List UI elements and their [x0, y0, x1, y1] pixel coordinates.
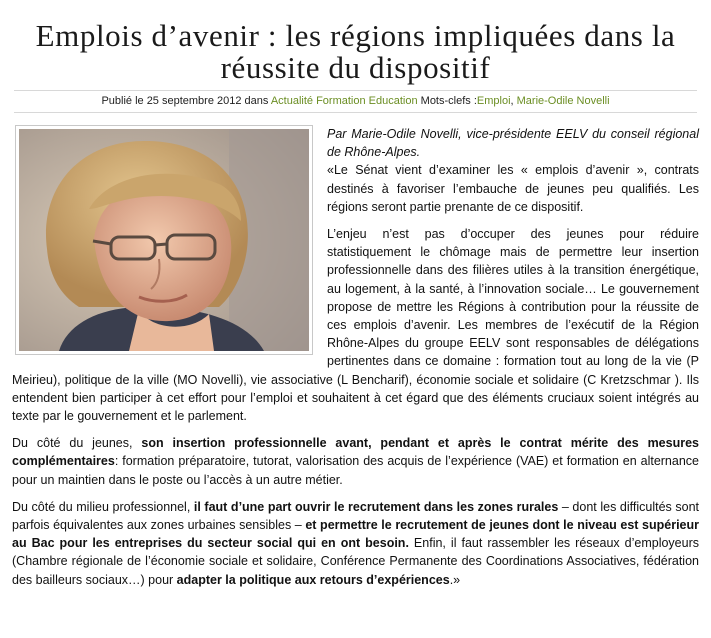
paragraph-4: Du côté du milieu professionnel, il faut d’une part ouvrir le recrutement dans les zones rurales – dont les difficultés sont parfois équivalentes aux zones urbaines sensibles – et permettre le recrutement de jeunes dont le niveau est supérieur au Bac pour les entreprises du secteur social qui en ont besoin. Enfin, il faut rassembler les réseaux d’employeurs (Chambre régionale de l’économie sociale et solidaire, Conférence Permanente des Coordinations Associatives, fédération des bailleurs sociaux…) pour adapter la politique aux retours d’expériences.»: [12, 499, 699, 587]
tag-link-novelli[interactable]: Marie-Odile Novelli: [516, 95, 610, 107]
divider-bottom: [14, 112, 697, 113]
emphasis-text: son insertion professionnelle avant, pendant et après le contrat mérite des mesures complémentaires: [12, 436, 699, 469]
article-title: Emplois d’avenir : les régions impliquées dans la réussite du dispositif: [35, 18, 676, 85]
tag-separator: ,: [510, 95, 517, 107]
portrait-photo-frame: [15, 125, 313, 355]
article-body: [12, 125, 699, 589]
portrait-photo: [19, 129, 309, 351]
paragraph-2: L’enjeu n’est pas d’occuper des jeunes pour réduire statistiquement le chômage mais de permettre leur insertion professionnelle dans des filières utiles à la transition énergétique, au logement, à la santé, à l’innovation sociale… Le gouvernement propose de mettre les Régions à contribution pour la réussite de ces emplois d’avenir. Les membres de l’exécutif de la Région Rhône-Alpes du groupe EELV sont responsables de délégations pertinentes dans ce domaine : formation tout au long de la vie (P Meirieu), politique de la ville (MO Novelli), vie associative (L Bencharif), économie sociale et solidaire (C Kretzschmar ). Ils entendent bien participer à cet effort pour l’emploi et souhaitent à cet égard que des éléments cruciaux soient intégrés au texte par le gouvernement et le parlement.: [12, 227, 699, 424]
emphasis-text: adapter la politique aux retours d’expériences: [176, 572, 450, 587]
paragraph-1: «Le Sénat vient d’examiner les « emplois d’avenir », contrats destinés à favoriser l’embauche de jeunes peu qualifiés. Les régions seront partie prenante de ce dispositif.: [327, 163, 699, 214]
article-byline: Par Marie-Odile Novelli, vice-présidente EELV du conseil régional de Rhône-Alpes.: [327, 127, 699, 160]
paragraph-3: Du côté du jeunes, son insertion professionnelle avant, pendant et après le contrat mérite des mesures complémentaires: formation préparatoire, tutorat, valorisation des acquis de l’expérience (VAE) et formation en alternance pour un maintien dans le poste ou l’accès à un autre métier.: [12, 436, 699, 487]
category-link[interactable]: Actualité Formation Education: [270, 95, 418, 107]
emphasis-text: il faut d’une part ouvrir le recrutement dans les zones rurales: [193, 499, 559, 514]
emphasis-text: et permettre le recrutement de jeunes dont le niveau est supérieur au Bac pour les entreprises du secteur social qui en ont besoin.: [12, 518, 699, 551]
published-date: Publié le 25 septembre 2012 dans: [101, 95, 271, 107]
tag-link-emploi[interactable]: Emploi: [476, 95, 511, 107]
post-meta: [12, 91, 699, 112]
tags-label: Mots-clefs :: [417, 95, 477, 107]
